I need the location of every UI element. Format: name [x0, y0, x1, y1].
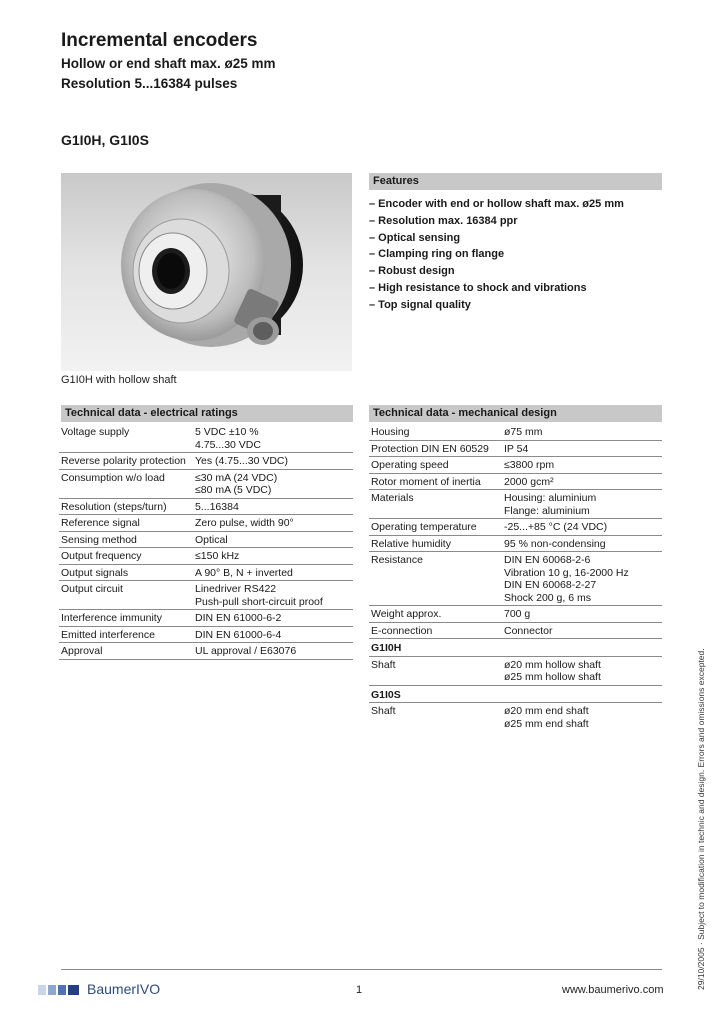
spec-value	[502, 656, 662, 685]
spec-value-line: ø20 mm hollow shaft	[504, 658, 601, 671]
spec-value-line: Linedriver RS422	[195, 583, 277, 595]
spec-value	[193, 581, 353, 610]
spec-key: Materials	[369, 490, 502, 519]
spec-value	[193, 564, 353, 581]
features-heading: Features	[369, 173, 662, 190]
table-row	[59, 498, 353, 515]
spec-value-line: DIN EN 60068-2-6	[504, 554, 591, 566]
spec-value-line: 2000 gcm²	[504, 475, 554, 488]
spec-key: Operating temperature	[369, 519, 502, 536]
spec-value-line: IP 54	[504, 442, 529, 455]
spec-key: Resistance	[369, 552, 502, 606]
spec-value-line: ø25 mm end shaft	[504, 717, 589, 730]
spec-value	[193, 469, 353, 498]
spec-value	[502, 457, 662, 474]
table-row	[59, 610, 353, 627]
spec-value-line: Vibration 10 g, 16-2000 Hz	[504, 566, 629, 579]
spec-key: Shaft	[369, 656, 502, 685]
spec-key: Emitted interference	[59, 626, 193, 643]
spec-value	[193, 610, 353, 627]
spec-value	[502, 552, 662, 606]
table-subheading-row	[369, 639, 662, 657]
table-row	[369, 490, 662, 519]
table-row	[59, 581, 353, 610]
spec-value-line: -25...+85 °C (24 VDC)	[504, 521, 608, 533]
mechanical-table	[369, 424, 662, 731]
table-row	[369, 535, 662, 552]
spec-value-line: Push-pull short-circuit proof	[195, 595, 323, 608]
spec-value-line: Optical	[195, 533, 228, 546]
spec-key: Output circuit	[59, 581, 193, 610]
spec-value	[502, 535, 662, 552]
spec-key: Reference signal	[59, 515, 193, 532]
list-item: – High resistance to shock and vibrations	[369, 281, 587, 294]
table-row	[59, 453, 353, 470]
spec-value-line: Zero pulse, width 90°	[195, 517, 294, 529]
table-row	[369, 552, 662, 606]
spec-key: Rotor moment of inertia	[369, 473, 502, 490]
spec-key: Protection DIN EN 60529	[369, 440, 502, 457]
table-row	[369, 519, 662, 536]
spec-key: Interference immunity	[59, 610, 193, 627]
table-row	[369, 656, 662, 685]
spec-value-line: 5 VDC ±10 %	[195, 426, 259, 438]
spec-key: Sensing method	[59, 531, 193, 548]
spec-value	[193, 626, 353, 643]
spec-key: Relative humidity	[369, 535, 502, 552]
mechanical-heading: Technical data - mechanical design	[369, 405, 662, 422]
page-title: Incremental encoders	[61, 30, 258, 51]
spec-value-line: ø75 mm	[504, 426, 543, 438]
list-item: – Encoder with end or hollow shaft max. ø25 mm	[369, 198, 624, 210]
spec-value-line: ≤3800 rpm	[504, 459, 555, 471]
table-row	[59, 564, 353, 581]
spec-key: Approval	[59, 643, 193, 660]
table-row	[59, 548, 353, 565]
table-row	[369, 457, 662, 474]
table-row	[369, 424, 662, 440]
spec-key: Reverse polarity protection	[59, 453, 193, 470]
list-item: – Top signal quality	[369, 298, 471, 311]
spec-value	[502, 473, 662, 490]
list-item: – Clamping ring on flange	[369, 248, 505, 261]
spec-value	[193, 515, 353, 532]
company-logo: BaumerIVO	[87, 981, 161, 997]
spec-value-line: 700 g	[504, 608, 531, 620]
table-row	[59, 424, 353, 453]
table-row	[369, 473, 662, 490]
table-row	[59, 643, 353, 660]
spec-value-line: ø20 mm end shaft	[504, 705, 589, 717]
table-row	[59, 626, 353, 643]
spec-value-line: A 90° B, N + inverted	[195, 566, 293, 579]
spec-value-line: DIN EN 60068-2-27	[504, 579, 597, 591]
table-row	[369, 606, 662, 623]
list-item: – Resolution max. 16384 ppr	[369, 214, 518, 227]
spec-value-line: ø25 mm hollow shaft	[504, 671, 601, 683]
spec-value-line: ≤150 kHz	[195, 550, 240, 562]
spec-value	[502, 622, 662, 639]
spec-key: E-connection	[369, 622, 502, 639]
spec-key: Consumption w/o load	[59, 469, 193, 498]
spec-value	[193, 643, 353, 660]
spec-value	[502, 519, 662, 536]
spec-key: Output frequency	[59, 548, 193, 565]
spec-key: Housing	[369, 424, 502, 440]
logo-bars-icon	[38, 984, 83, 996]
table-subheading-row	[369, 685, 662, 703]
spec-value-line: 5...16384	[195, 500, 239, 513]
electrical-heading: Technical data - electrical ratings	[61, 405, 353, 422]
spec-key: Operating speed	[369, 457, 502, 474]
spec-value	[193, 531, 353, 548]
page-subtitle-shaft: Hollow or end shaft max. ø25 mm	[61, 56, 276, 71]
spec-value	[193, 498, 353, 515]
spec-value-line: Connector	[504, 624, 553, 637]
photo-caption: G1I0H with hollow shaft	[61, 374, 177, 386]
product-photo	[61, 173, 352, 371]
spec-value	[193, 424, 353, 453]
spec-value-line: Flange: aluminium	[504, 504, 590, 517]
features-list	[369, 196, 669, 314]
spec-key: Resolution (steps/turn)	[59, 498, 193, 515]
table-row	[369, 440, 662, 457]
table-row	[59, 469, 353, 498]
footer-divider	[61, 969, 662, 970]
spec-value	[502, 606, 662, 623]
spec-value-line: Yes (4.75...30 VDC)	[195, 455, 288, 467]
side-disclaimer: 29/10/2005 · Subject to modification in technic and design. Errors and omissions excepted.	[696, 648, 706, 990]
spec-value-line: Housing: aluminium	[504, 492, 597, 504]
variant-label: G1I0H	[369, 639, 662, 657]
electrical-table	[59, 424, 353, 660]
spec-value	[502, 440, 662, 457]
spec-value	[502, 703, 662, 732]
spec-value	[193, 548, 353, 565]
page-subtitle-resolution: Resolution 5...16384 pulses	[61, 76, 238, 91]
spec-value	[193, 453, 353, 470]
spec-value-line: 4.75...30 VDC	[195, 438, 261, 451]
page-number: 1	[356, 984, 363, 996]
spec-key: Weight approx.	[369, 606, 502, 623]
variant-label: G1I0S	[369, 685, 662, 703]
spec-value-line: 95 % non-condensing	[504, 537, 606, 550]
spec-value-line: ≤30 mA (24 VDC)	[195, 471, 278, 484]
table-row	[369, 622, 662, 639]
spec-value-line: DIN EN 61000-6-2	[195, 612, 282, 624]
spec-key: Shaft	[371, 705, 396, 717]
model-heading: G1I0H, G1I0S	[61, 132, 149, 148]
spec-value	[502, 490, 662, 519]
table-row	[59, 531, 353, 548]
list-item: – Robust design	[369, 265, 455, 278]
table-row	[369, 703, 662, 732]
spec-key: Output signals	[59, 564, 193, 581]
spec-value-line: Shock 200 g, 6 ms	[504, 591, 591, 604]
spec-value-line: DIN EN 61000-6-4	[195, 628, 282, 641]
spec-value	[502, 424, 662, 440]
table-row	[59, 515, 353, 532]
spec-value-line: ≤80 mA (5 VDC)	[195, 484, 272, 496]
spec-value-line: UL approval / E63076	[195, 645, 297, 657]
encoder-illustration	[61, 173, 352, 371]
spec-key: Voltage supply	[59, 424, 193, 453]
website-link[interactable]: www.baumerivo.com	[562, 984, 664, 996]
list-item: – Optical sensing	[369, 231, 461, 244]
